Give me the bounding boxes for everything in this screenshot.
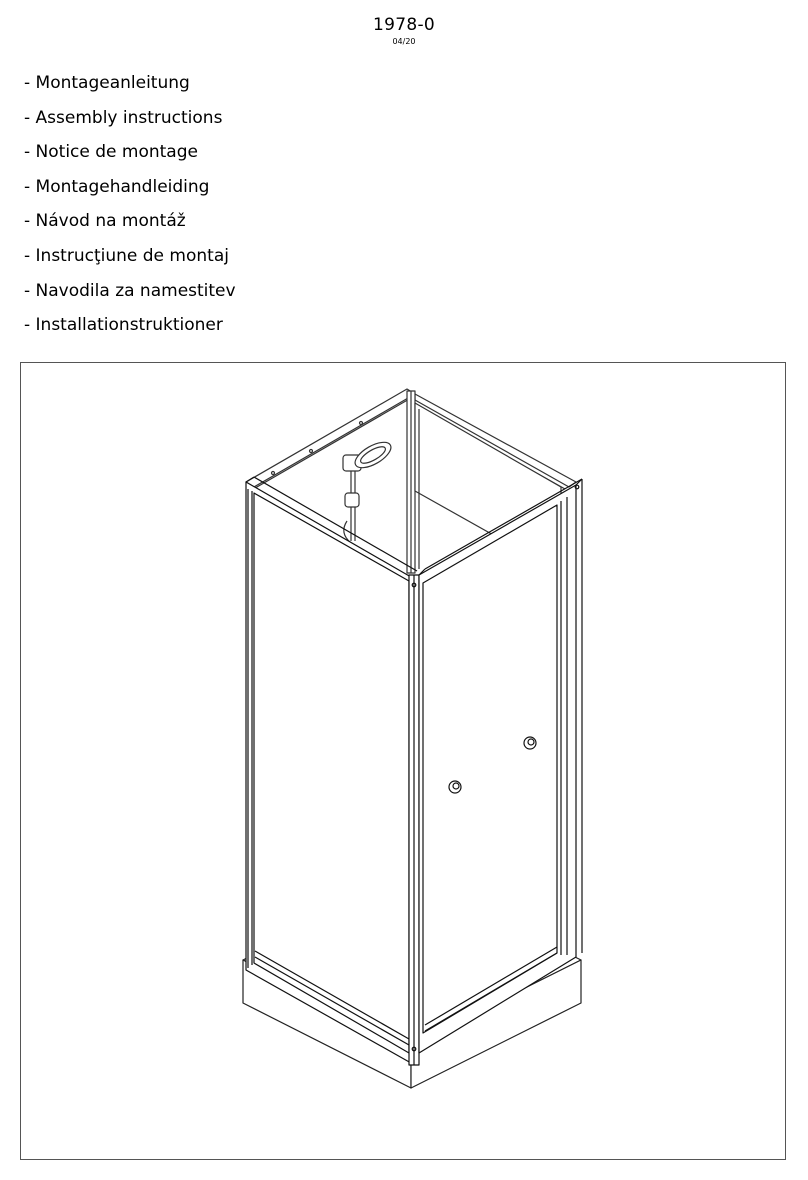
door-knob-right-icon	[524, 737, 536, 749]
language-list	[24, 66, 236, 343]
language-item-ro: - Instrucţiune de montaj	[24, 245, 229, 266]
language-item-sv: - Installationstruktioner	[24, 315, 223, 336]
language-item-fr: - Notice de montage	[24, 142, 198, 163]
product-illustration-frame	[20, 362, 786, 1160]
shower-head-icon	[343, 437, 395, 543]
door-panel	[419, 479, 582, 1053]
left-panel	[246, 477, 417, 1063]
language-item-de: - Montageanleitung	[24, 73, 190, 93]
date-code: 04/20	[392, 37, 416, 46]
shower-enclosure-drawing	[21, 363, 785, 1159]
language-item-sl: - Navodila za namestitev	[24, 280, 236, 301]
model-number: 1978-0	[372, 15, 435, 35]
language-item-en: - Assembly instructions	[24, 107, 223, 128]
language-item-nl: - Montagehandleiding	[24, 176, 210, 197]
front-corner-post	[409, 575, 419, 1065]
language-item-cs: - Návod na montáž	[24, 211, 186, 232]
document-header	[0, 14, 808, 47]
door-knob-left-icon	[449, 781, 461, 793]
back-corner-post	[407, 391, 415, 573]
